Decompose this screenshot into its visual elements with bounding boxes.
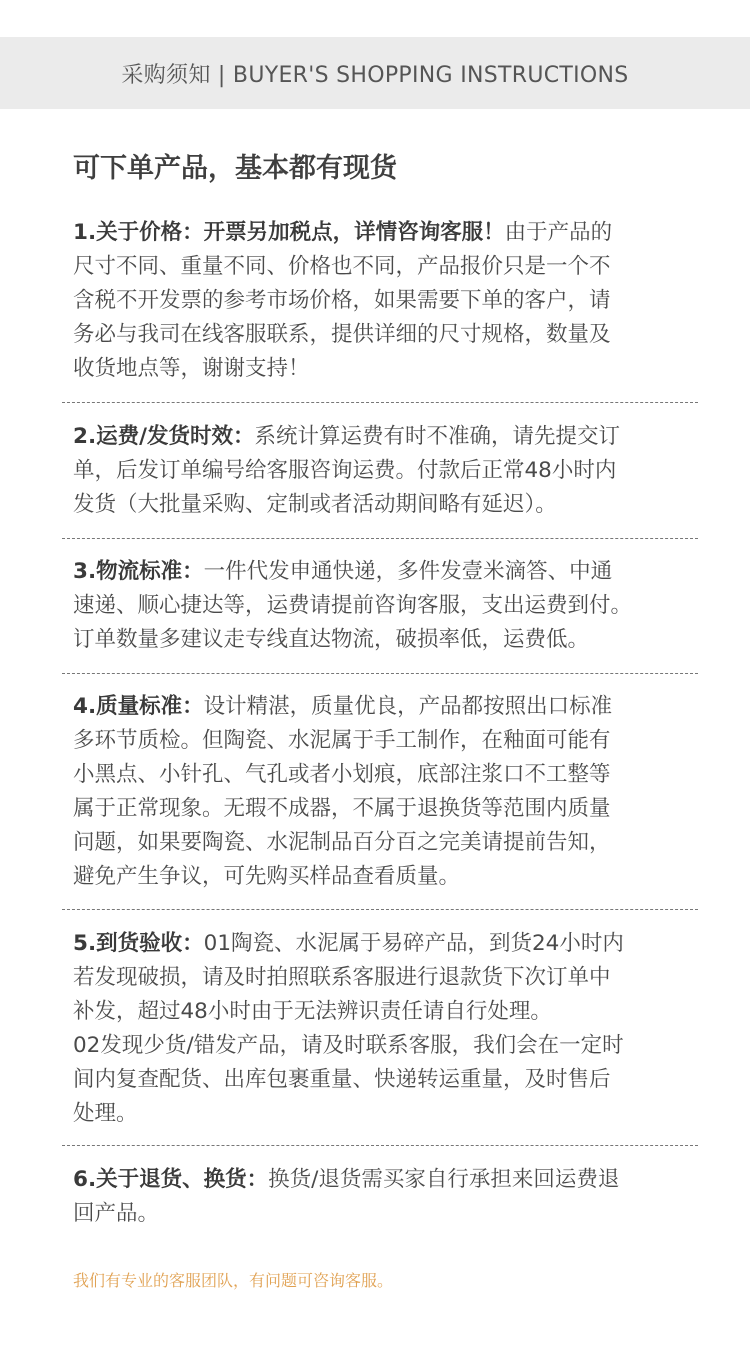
section-heading: 4.质量标准： <box>73 694 204 719</box>
section-line <box>73 927 624 961</box>
section-line: 问题，如果要陶瓷、水泥制品百分百之完美请提前告知， <box>73 830 611 855</box>
section-line <box>73 1163 619 1197</box>
section-line <box>73 216 612 250</box>
section-text: 换货/退货需买家自行承担来回运费退 <box>268 1167 620 1192</box>
dashed-divider <box>62 909 698 910</box>
section-shipping <box>73 420 620 522</box>
section-line: 速递、顺心捷达等，运费请提前咨询客服，支出运费到付。 <box>73 593 633 618</box>
section-line <box>73 555 632 589</box>
section-price <box>73 216 612 386</box>
section-line: 避免产生争议，可先购买样品查看质量。 <box>73 864 461 889</box>
header-title: 采购须知 | BUYER'S SHOPPING INSTRUCTIONS <box>121 62 629 88</box>
section-line: 尺寸不同、重量不同、价格也不同，产品报价只是一个不 <box>73 254 611 279</box>
section-text: 设计精湛，质量优良，产品都按照出口标准 <box>203 694 613 719</box>
section-line: 02发现少货/错发产品，请及时联系客服，我们会在一定时 <box>73 1033 624 1058</box>
section-line: 处理。 <box>73 1101 138 1126</box>
header-band <box>0 37 750 109</box>
section-line: 补发，超过48小时由于无法辨识责任请自行处理。 <box>73 999 552 1024</box>
section-quality <box>73 690 612 894</box>
section-heading: 1.关于价格：开票另加税点，详情咨询客服！ <box>73 220 505 245</box>
section-returns <box>73 1163 619 1231</box>
section-text: 一件代发申通快递，多件发壹米滴答、中通 <box>203 559 613 584</box>
section-line <box>73 420 620 454</box>
dashed-divider <box>62 673 698 674</box>
section-line: 含税不开发票的参考市场价格，如果需要下单的客户，请 <box>73 288 611 313</box>
section-text: 由于产品的 <box>504 220 613 245</box>
section-line: 多环节质检。但陶瓷、水泥属于手工制作，在釉面可能有 <box>73 728 611 753</box>
section-line: 小黑点、小针孔、气孔或者小划痕，底部注浆口不工整等 <box>73 762 611 787</box>
section-heading: 2.运费/发货时效： <box>73 424 255 449</box>
dashed-divider <box>62 1145 698 1146</box>
section-line: 订单数量多建议走专线直达物流，破损率低，运费低。 <box>73 627 590 652</box>
section-line: 单，后发订单编号给客服咨询运费。付款后正常48小时内 <box>73 458 617 483</box>
section-inspection <box>73 927 624 1131</box>
section-logistics <box>73 555 632 657</box>
section-text: 01陶瓷、水泥属于易碎产品，到货24小时内 <box>203 931 624 956</box>
section-heading: 5.到货验收： <box>73 931 204 956</box>
section-heading: 3.物流标准： <box>73 559 204 584</box>
section-heading: 6.关于退货、换货： <box>73 1167 269 1192</box>
section-line: 务必与我司在线客服联系，提供详细的尺寸规格，数量及 <box>73 322 611 347</box>
section-line <box>73 690 612 724</box>
dashed-divider <box>62 402 698 403</box>
section-line: 属于正常现象。无瑕不成器，不属于退换货等范围内质量 <box>73 796 611 821</box>
dashed-divider <box>62 538 698 539</box>
section-line: 发货（大批量采购、定制或者活动期间略有延迟）。 <box>73 492 557 517</box>
section-text: 系统计算运费有时不准确，请先提交订 <box>254 424 620 449</box>
section-line: 收货地点等，谢谢支持！ <box>73 356 310 381</box>
section-line: 回产品。 <box>73 1201 160 1226</box>
section-line: 间内复查配货、出库包裹重量、快递转运重量，及时售后 <box>73 1067 611 1092</box>
section-line: 若发现破损，请及时拍照联系客服进行退款货下次订单中 <box>73 965 611 990</box>
main-title: 可下单产品，基本都有现货 <box>73 153 397 184</box>
footer-note: 我们有专业的客服团队，有问题可咨询客服。 <box>73 1271 394 1290</box>
